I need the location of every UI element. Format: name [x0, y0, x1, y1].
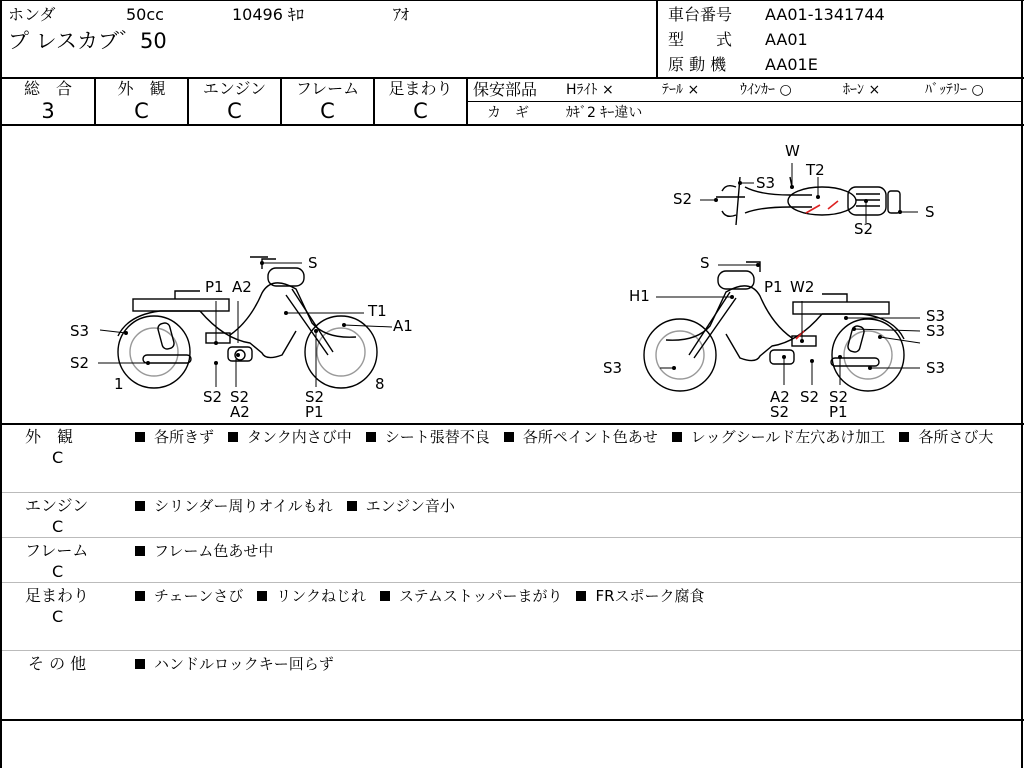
score-suspension-label: 足まわり	[388, 79, 453, 98]
diagram-label: S3	[926, 322, 946, 340]
diagram-label: 8	[375, 375, 385, 393]
diagram-label: H1	[629, 287, 650, 305]
remark-item: タンク内さび中	[247, 428, 352, 446]
frame-number-value: AA01-1341744	[765, 5, 885, 24]
engine-model-value: AA01E	[765, 55, 818, 74]
diagram-label: S2	[230, 388, 250, 406]
remark-frame-items	[135, 541, 1015, 562]
diagram-label: S2	[305, 388, 325, 406]
diagram-label: A1	[393, 317, 413, 335]
diagram-label: P1	[764, 278, 783, 296]
diagram-label: S2	[203, 388, 223, 406]
remark-item: シリンダー周りオイルもれ	[154, 497, 333, 515]
safety-item-mark: ×	[868, 82, 881, 98]
diagram-label: S	[308, 254, 318, 272]
diagram-label: S2	[800, 388, 820, 406]
diagram-label: S3	[756, 174, 776, 192]
score-frame-label: フレーム	[295, 79, 360, 98]
safety-item-battery	[925, 83, 984, 97]
diagram-label: W	[785, 142, 800, 160]
body-color: ｱｵ	[393, 5, 410, 24]
left-side-bike-outline	[118, 254, 377, 388]
diagram-label: S3	[603, 359, 623, 377]
diagram-label: P1	[829, 403, 848, 421]
diagram-label: S3	[70, 322, 90, 340]
diagram-label: P1	[305, 403, 324, 421]
safety-item-name: ﾃｰﾙ	[662, 82, 683, 98]
diagram-label: T2	[806, 161, 825, 179]
remark-engine-grade: C	[52, 517, 64, 536]
model-name: プ レスカブ゛50	[8, 29, 167, 53]
remark-suspension-grade: C	[52, 607, 64, 626]
score-exterior-label: 外 観	[117, 79, 166, 98]
diagram-label: T1	[368, 302, 387, 320]
engine-model-label: 原 動 機	[668, 55, 727, 74]
displacement: 50cc	[126, 5, 164, 24]
safety-item-mark: ○	[971, 82, 984, 98]
remark-item: 各所きず	[154, 428, 215, 446]
safety-item-mark: ×	[687, 82, 700, 98]
diagram-label: 1	[114, 375, 124, 393]
diagram-label: W2	[790, 278, 815, 296]
remark-exterior-grade: C	[52, 448, 64, 467]
type-label: 型 式	[668, 30, 733, 49]
remark-other-items	[135, 654, 1015, 675]
remark-item: フレーム色あせ中	[154, 542, 274, 560]
frame-number-label: 車台番号	[668, 5, 733, 24]
score-engine-label: エンジン	[202, 79, 267, 98]
diagram-label: S2	[70, 354, 90, 372]
safety-parts-label: 保安部品	[473, 80, 538, 99]
diagram-label: S3	[926, 359, 946, 377]
type-value: AA01	[765, 30, 808, 49]
remark-item: シート張替不良	[384, 428, 490, 446]
score-overall-value: 3	[41, 99, 55, 123]
score-overall-label: 総 合	[23, 79, 72, 98]
remark-exterior-label: 外 観	[25, 427, 74, 446]
maker-name: ホンダ	[8, 5, 56, 24]
remark-suspension-label: 足まわり	[25, 586, 90, 605]
safety-item-winker	[740, 83, 792, 97]
remark-exterior-items	[135, 427, 1015, 448]
diagram-label: S2	[770, 403, 790, 421]
diagram-label: S3	[926, 307, 946, 325]
safety-item-name: ｳｲﾝｶｰ	[740, 82, 775, 98]
score-frame-value: C	[320, 99, 335, 123]
safety-item-mark: ×	[601, 82, 614, 98]
score-engine-value: C	[227, 99, 242, 123]
safety-item-mark: ○	[779, 82, 792, 98]
mileage: 10496 ｷﾛ	[232, 5, 304, 24]
remark-item: チェーンさび	[154, 587, 244, 605]
safety-item-name: ﾎｰﾝ	[843, 82, 864, 98]
remark-item: レッグシールド左穴あけ加工	[690, 428, 886, 446]
safety-item-headlight	[566, 83, 614, 97]
key-label: カ ギ	[487, 105, 529, 121]
remark-item: FRスポーク腐食	[595, 587, 705, 605]
diagram-label: S2	[854, 220, 874, 238]
diagram-label: S	[700, 254, 710, 272]
top-view-bike-outline	[716, 174, 900, 225]
remark-item: 各所さび大	[918, 428, 994, 446]
remark-item: エンジン音小	[365, 497, 455, 515]
remark-suspension-items	[135, 586, 1015, 607]
key-value: ｶｷﾞ2 ｷｰ違い	[566, 105, 643, 121]
diagram-label: A2	[230, 403, 250, 421]
diagram-label: S2	[673, 190, 693, 208]
diagram-label: A2	[232, 278, 252, 296]
remark-item: 各所ペイント色あせ	[522, 428, 658, 446]
remark-item: ステムストッパーまがり	[398, 587, 563, 605]
remark-engine-items	[135, 496, 1015, 517]
diagram-label: P1	[205, 278, 224, 296]
remark-engine-label: エンジン	[25, 496, 89, 515]
score-exterior-value: C	[134, 99, 149, 123]
diagram-label: S2	[829, 388, 849, 406]
safety-item-horn	[843, 83, 880, 97]
damage-diagram	[0, 125, 1024, 423]
diagram-label: S	[925, 203, 935, 221]
safety-item-name: Hﾗｲﾄ	[566, 82, 598, 98]
diagram-label: A2	[770, 388, 790, 406]
score-suspension-value: C	[413, 99, 428, 123]
remark-frame-grade: C	[52, 562, 64, 581]
safety-item-name: ﾊﾞｯﾃﾘｰ	[925, 82, 967, 98]
leader-lines	[98, 163, 920, 387]
safety-item-taillight	[662, 83, 699, 97]
remark-item: ハンドルロックキー回らず	[154, 655, 334, 673]
remark-item: リンクねじれ	[276, 587, 366, 605]
remark-frame-label: フレーム	[25, 541, 89, 560]
remark-other-label: そ の 他	[28, 654, 87, 673]
